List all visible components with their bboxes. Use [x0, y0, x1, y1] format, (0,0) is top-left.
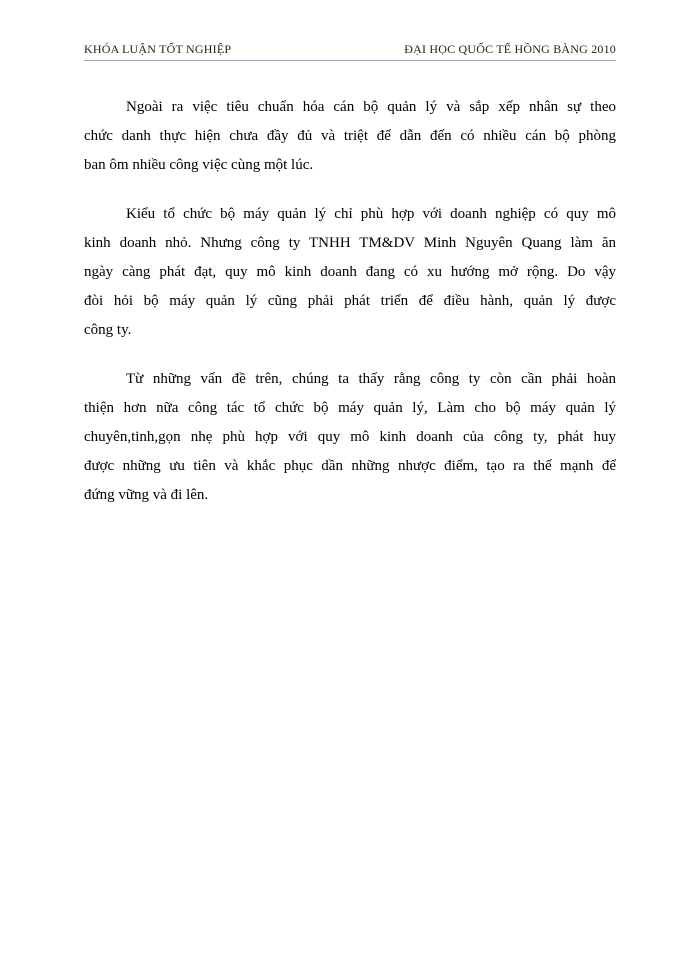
paragraph-line: Ngoài ra việc tiêu chuẩn hóa cán bộ quản lý và sắp xếp nhân sự theo	[126, 99, 616, 115]
paragraph-line: đứng vững và đi lên.	[84, 487, 209, 503]
paragraph-line: ngày càng phát đạt, quy mô kinh doanh đang có xu hướng mở rộng. Do vậy	[84, 264, 616, 280]
paragraph-1	[84, 93, 616, 180]
page-header	[84, 40, 616, 61]
paragraph-line: chức danh thực hiện chưa đầy đủ và triệt để dẫn đến có nhiều cán bộ phòng	[84, 128, 616, 144]
paragraph-2	[84, 200, 616, 345]
paragraph-3	[84, 365, 616, 510]
paragraph-line: công ty.	[84, 322, 132, 338]
paragraph-line: Từ những vấn đề trên, chúng ta thấy rằng công ty còn cần phải hoàn	[126, 371, 616, 387]
header-university: ĐẠI HỌC QUỐC TẾ HỒNG BÀNG 2010	[404, 42, 616, 56]
paragraph-line: Kiểu tổ chức bộ máy quản lý chỉ phù hợp với doanh nghiệp có quy mô	[126, 206, 616, 222]
document-body	[84, 93, 616, 510]
paragraph-line: ban ôm nhiều công việc cùng một lúc.	[84, 157, 314, 173]
paragraph-line: kinh doanh nhỏ. Nhưng công ty TNHH TM&DV Minh Nguyên Quang làm ăn	[84, 235, 616, 251]
paragraph-line: thiện hơn nữa công tác tổ chức bộ máy quản lý, Làm cho bộ máy quản lý	[84, 400, 616, 416]
paragraph-line: đòi hỏi bộ máy quản lý cũng phải phát triển để điều hành, quản lý được	[84, 293, 616, 309]
header-thesis-title: KHÓA LUẬN TỐT NGHIỆP	[84, 42, 232, 56]
paragraph-line: được những ưu tiên và khắc phục dần những nhược điểm, tạo ra thế mạnh để	[84, 458, 616, 474]
paragraph-line: chuyên,tinh,gọn nhẹ phù hợp với quy mô kinh doanh của công ty, phát huy	[84, 429, 616, 445]
